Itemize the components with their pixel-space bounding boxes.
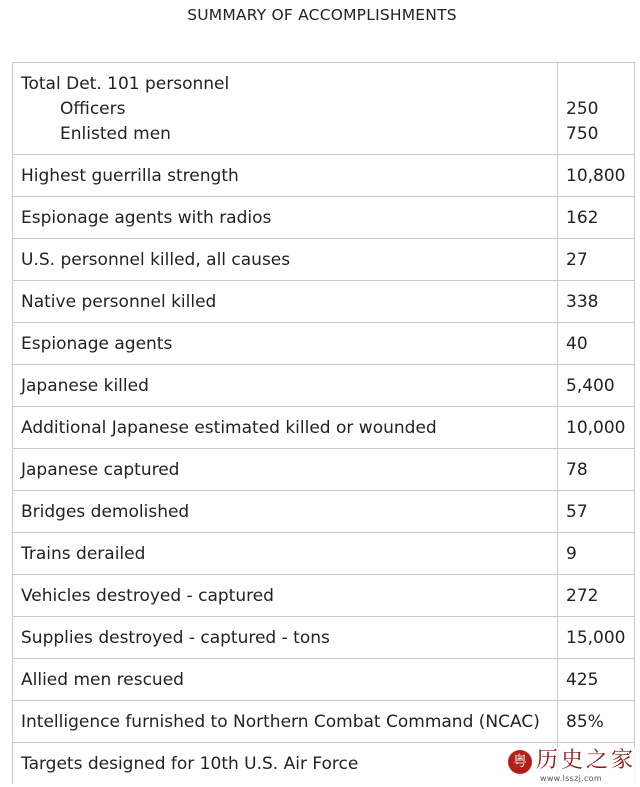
row-value: 27 — [558, 239, 635, 281]
page-title: SUMMARY OF ACCOMPLISHMENTS — [187, 6, 457, 24]
table-row — [13, 575, 635, 617]
row-label: Trains derailed — [13, 533, 558, 575]
row-label: Targets designed for 10th U.S. Air Force — [13, 743, 558, 785]
table-row — [13, 449, 635, 491]
personnel-label-cell — [13, 63, 558, 155]
row-value: 272 — [558, 575, 635, 617]
table-row — [13, 155, 635, 197]
row-value: 40 — [558, 323, 635, 365]
table-row-personnel — [13, 63, 635, 155]
row-label: Espionage agents — [13, 323, 558, 365]
row-value: 78 — [558, 449, 635, 491]
table-row — [13, 407, 635, 449]
table-row — [13, 239, 635, 281]
row-label: Native personnel killed — [13, 281, 558, 323]
watermark-text: 历史之家 — [536, 748, 637, 773]
row-value: 425 — [558, 659, 635, 701]
row-value: 15,000 — [558, 617, 635, 659]
summary-table — [12, 62, 635, 784]
table-row — [13, 533, 635, 575]
enlisted-label: Enlisted men — [60, 124, 171, 144]
row-label: U.S. personnel killed, all causes — [13, 239, 558, 281]
row-label: Additional Japanese estimated killed or wounded — [13, 407, 558, 449]
personnel-value-cell — [558, 63, 635, 155]
table-row — [13, 491, 635, 533]
watermark — [506, 747, 638, 785]
row-value: 338 — [558, 281, 635, 323]
officers-label: Officers — [60, 99, 126, 119]
row-label: Supplies destroyed - captured - tons — [13, 617, 558, 659]
table-row — [13, 323, 635, 365]
row-label: Allied men rescued — [13, 659, 558, 701]
row-label: Espionage agents with radios — [13, 197, 558, 239]
row-label: Bridges demolished — [13, 491, 558, 533]
table-row — [13, 659, 635, 701]
table-row — [13, 701, 635, 743]
table-row — [13, 281, 635, 323]
personnel-total-label: Total Det. 101 personnel — [21, 74, 230, 94]
row-label: Intelligence furnished to Northern Combat Command (NCAC) — [13, 701, 558, 743]
row-value: 57 — [558, 491, 635, 533]
row-value: 10,800 — [558, 155, 635, 197]
summary-table-body — [13, 63, 635, 785]
watermark-url: www.lsszj.com — [540, 774, 602, 783]
table-row — [13, 617, 635, 659]
row-label: Vehicles destroyed - captured — [13, 575, 558, 617]
row-label: Highest guerrilla strength — [13, 155, 558, 197]
row-value: 5,400 — [558, 365, 635, 407]
row-label: Japanese killed — [13, 365, 558, 407]
row-label: Japanese captured — [13, 449, 558, 491]
officers-value: 250 — [566, 99, 599, 119]
row-value: 162 — [558, 197, 635, 239]
row-value: 9 — [558, 533, 635, 575]
watermark-logo-icon: 粤 — [508, 750, 532, 774]
row-value: 10,000 — [558, 407, 635, 449]
enlisted-value: 750 — [566, 124, 599, 144]
table-row — [13, 365, 635, 407]
row-value: 85% — [558, 701, 635, 743]
table-row — [13, 197, 635, 239]
